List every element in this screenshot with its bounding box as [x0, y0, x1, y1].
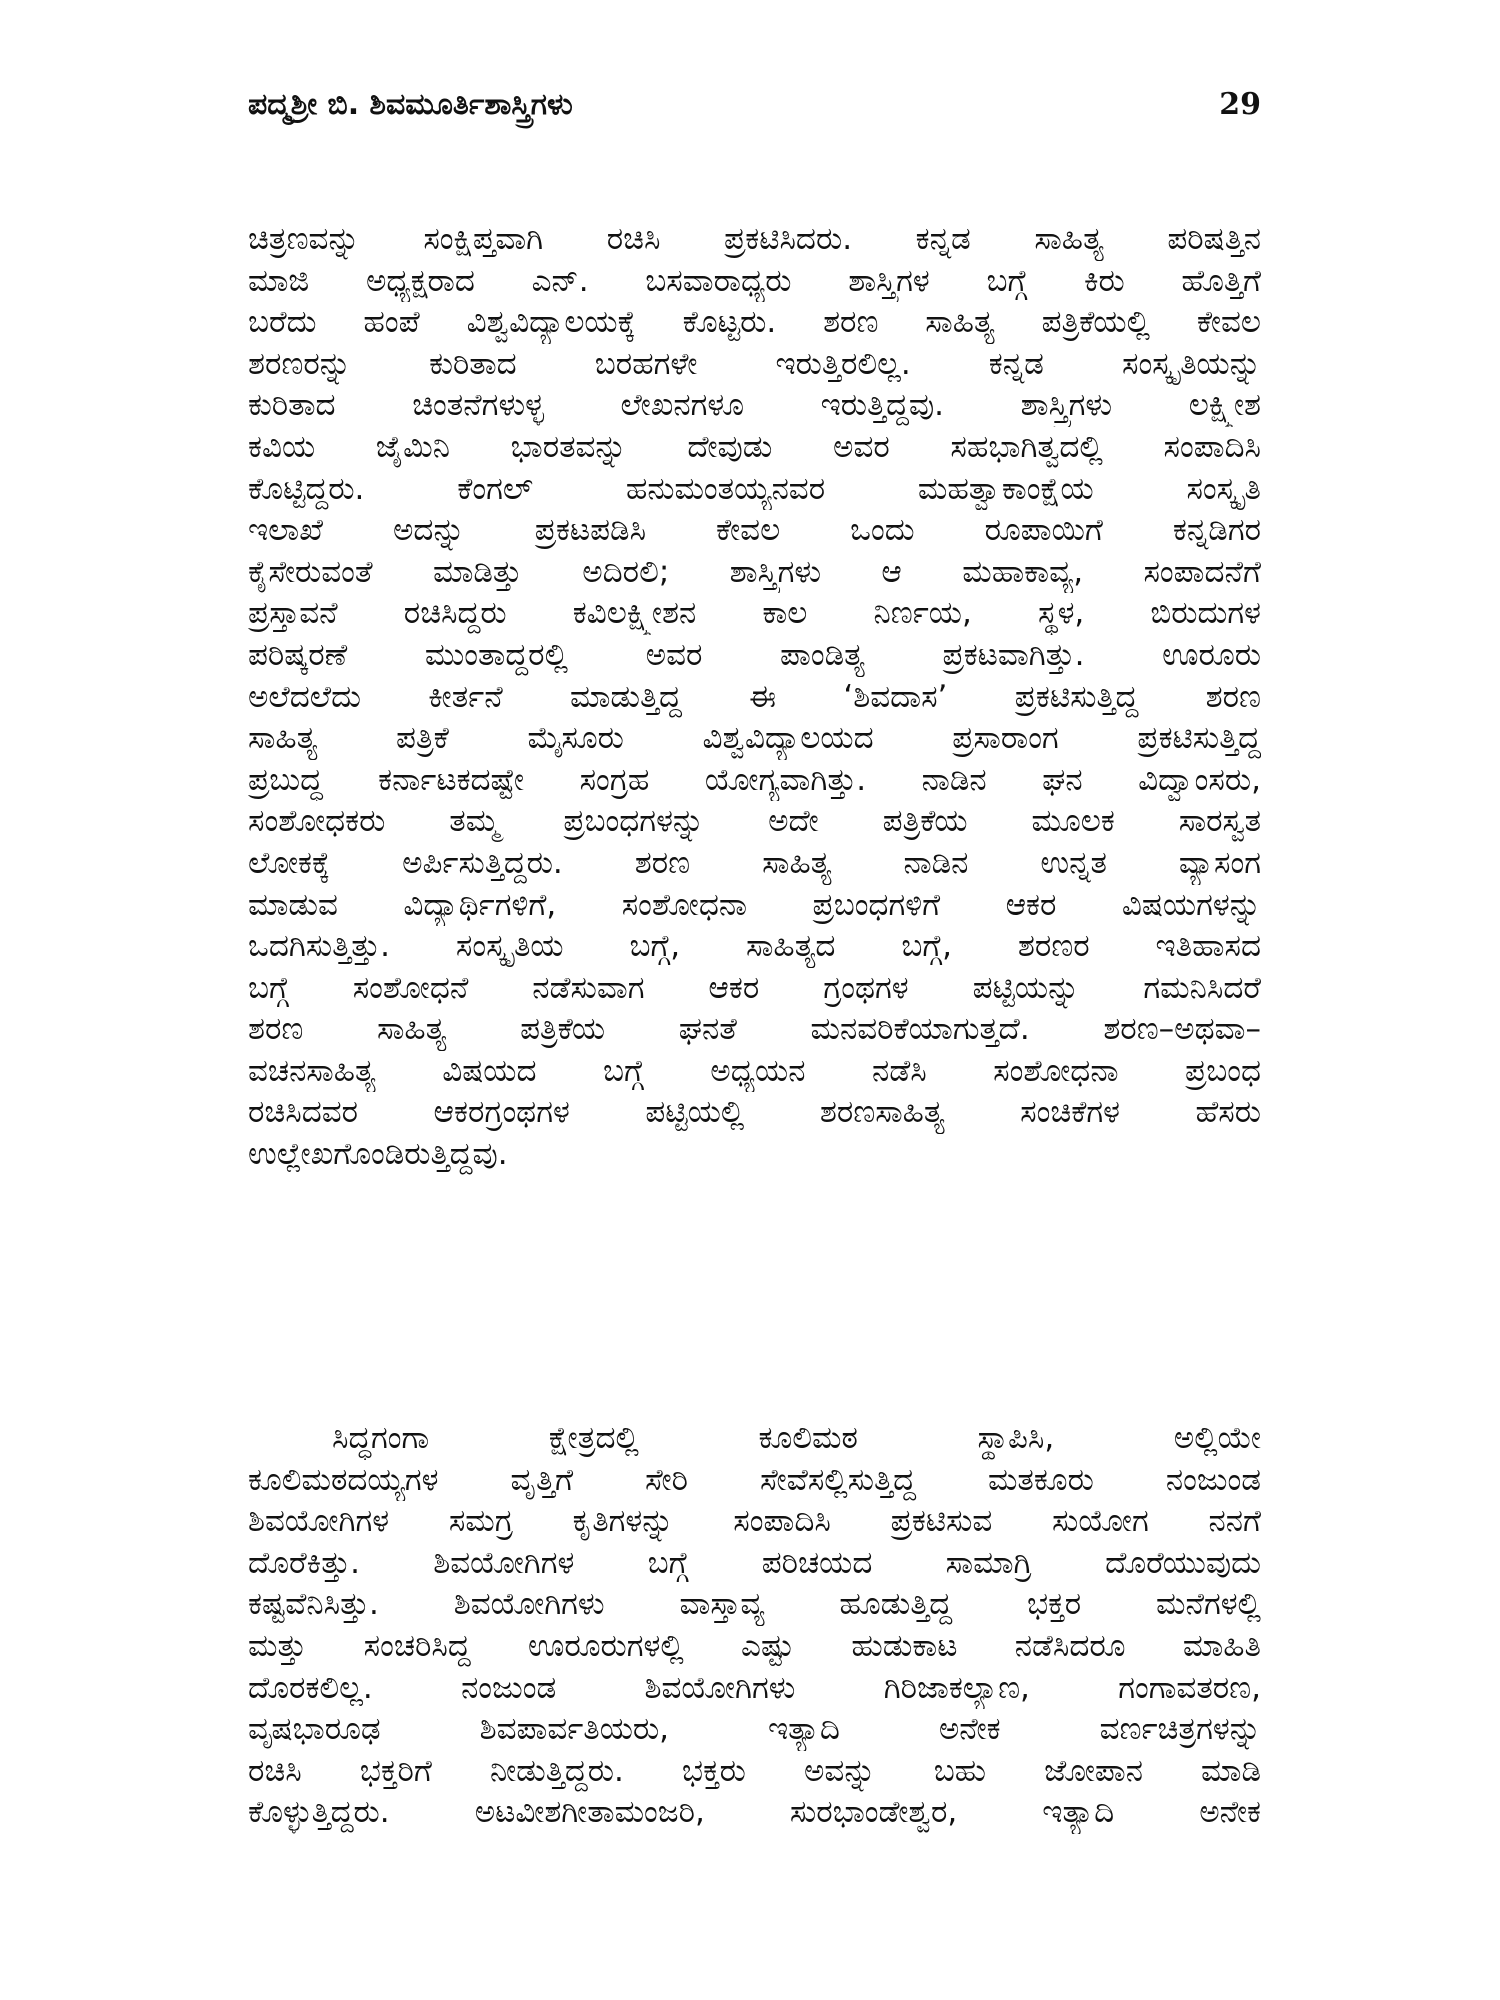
text-line: ಸಂಶೋಧಕರು ತಮ್ಮ ಪ್ರಬಂಧಗಳನ್ನು ಅದೇ ಪತ್ರಿಕೆಯ ಮೂಲಕ ಸಾರಸ್ವತ: [248, 803, 1261, 840]
text-line: ಲೋಕಕ್ಕೆ ಅರ್ಪಿಸುತ್ತಿದ್ದರು. ಶರಣ ಸಾಹಿತ್ಯ ನಾಡಿನ ಉನ್ನತ ವ್ಯಾಸಂಗ: [248, 844, 1261, 881]
text-line: ಕವಿಯ ಜೈಮಿನಿ ಭಾರತವನ್ನು ದೇವುಡು ಅವರ ಸಹಭಾಗಿತ್ವದಲ್ಲಿ ಸಂಪಾದಿಸಿ: [248, 428, 1261, 465]
text-line: ಮತ್ತು ಸಂಚರಿಸಿದ್ದ ಊರೂರುಗಳಲ್ಲಿ ಎಷ್ಟು ಹುಡುಕಾಟ ನಡೆಸಿದರೂ ಮಾಹಿತಿ: [248, 1627, 1261, 1664]
text-line: ಇಲಾಖೆ ಅದನ್ನು ಪ್ರಕಟಪಡಿಸಿ ಕೇವಲ ಒಂದು ರೂಪಾಯಿಗೆ ಕನ್ನಡಿಗರ: [248, 512, 1261, 549]
text-line: ರಚಿಸಿ ಭಕ್ತರಿಗೆ ನೀಡುತ್ತಿದ್ದರು. ಭಕ್ತರು ಅವನ್ನು ಬಹು ಜೋಪಾನ ಮಾಡಿ: [248, 1752, 1261, 1789]
text-line: ವೃಷಭಾರೂಢ ಶಿವಪಾರ್ವತಿಯರು, ಇತ್ಯಾದಿ ಅನೇಕ ವರ್ಣಚಿತ್ರಗಳನ್ನು: [248, 1711, 1261, 1748]
text-line: ಪ್ರಬುದ್ಧ ಕರ್ನಾಟಕದಷ್ಟೇ ಸಂಗ್ರಹ ಯೋಗ್ಯವಾಗಿತ್ತು. ನಾಡಿನ ಘನ ವಿದ್ವಾಂಸರು,: [248, 761, 1261, 798]
text-line: ವಚನಸಾಹಿತ್ಯ ವಿಷಯದ ಬಗ್ಗೆ ಅಧ್ಯಯನ ನಡೆಸಿ ಸಂಶೋಧನಾ ಪ್ರಬಂಧ: [248, 1052, 1261, 1089]
text-line: ಮಾಜಿ ಅಧ್ಯಕ್ಷರಾದ ಎನ್. ಬಸವಾರಾಧ್ಯರು ಶಾಸ್ತ್ರಿಗಳ ಬಗ್ಗೆ ಕಿರು ಹೊತ್ತಿಗೆ: [248, 262, 1261, 299]
paragraph: [248, 219, 1261, 1176]
text-line: ಉಲ್ಲೇಖಗೊಂಡಿರುತ್ತಿದ್ದವು.: [248, 1136, 508, 1173]
text-line: ಅಲೆದಲೆದು ಕೀರ್ತನೆ ಮಾಡುತ್ತಿದ್ದ ಈ ‘ಶಿವದಾಸ’ ಪ್ರಕಟಿಸುತ್ತಿದ್ದ ಶರಣ: [248, 678, 1261, 715]
text-line: ಪರಿಷ್ಕರಣೆ ಮುಂತಾದ್ದರಲ್ಲಿ ಅವರ ಪಾಂಡಿತ್ಯ ಪ್ರಕಟವಾಗಿತ್ತು. ಊರೂರು: [248, 636, 1261, 673]
text-line: ಶಿವಯೋಗಿಗಳ ಸಮಗ್ರ ಕೃತಿಗಳನ್ನು ಸಂಪಾದಿಸಿ ಪ್ರಕಟಿಸುವ ಸುಯೋಗ ನನಗೆ: [248, 1503, 1261, 1540]
text-line: ಒದಗಿಸುತ್ತಿತ್ತು. ಸಂಸ್ಕೃತಿಯ ಬಗ್ಗೆ, ಸಾಹಿತ್ಯದ ಬಗ್ಗೆ, ಶರಣರ ಇತಿಹಾಸದ: [248, 928, 1261, 965]
running-header: [248, 83, 1261, 127]
text-line: ದೊರಕಲಿಲ್ಲ. ನಂಜುಂಡ ಶಿವಯೋಗಿಗಳು ಗಿರಿಜಾಕಲ್ಯಾಣ, ಗಂಗಾವತರಣ,: [248, 1669, 1261, 1706]
text-line: ಶರಣರನ್ನು ಕುರಿತಾದ ಬರಹಗಳೇ ಇರುತ್ತಿರಲಿಲ್ಲ. ಕನ್ನಡ ಸಂಸ್ಕೃತಿಯನ್ನು: [248, 345, 1261, 382]
text-line: ಕೈಸೇರುವಂತೆ ಮಾಡಿತ್ತು ಅದಿರಲಿ; ಶಾಸ್ತ್ರಿಗಳು ಆ ಮಹಾಕಾವ್ಯ, ಸಂಪಾದನೆಗೆ: [248, 553, 1261, 590]
text-line: ಸಾಹಿತ್ಯ ಪತ್ರಿಕೆ ಮೈಸೂರು ವಿಶ್ವವಿದ್ಯಾಲಯದ ಪ್ರಸಾರಾಂಗ ಪ್ರಕಟಿಸುತ್ತಿದ್ದ: [248, 720, 1261, 757]
text-line: ಬಗ್ಗೆ ಸಂಶೋಧನೆ ನಡೆಸುವಾಗ ಆಕರ ಗ್ರಂಥಗಳ ಪಟ್ಟಿಯನ್ನು ಗಮನಿಸಿದರೆ: [248, 969, 1261, 1006]
text-line: ಕಷ್ಟವೆನಿಸಿತ್ತು. ಶಿವಯೋಗಿಗಳು ವಾಸ್ತಾವ್ಯ ಹೂಡುತ್ತಿದ್ದ ಭಕ್ತರ ಮನೆಗಳಲ್ಲಿ: [248, 1586, 1261, 1623]
page-number: 29: [1219, 87, 1261, 122]
text-line: ಕೊಳ್ಳುತ್ತಿದ್ದರು. ಅಟವೀಶಗೀತಾಮಂಜರಿ, ಸುರಭಾಂಡೇಶ್ವರ, ಇತ್ಯಾದಿ ಅನೇಕ: [248, 1794, 1261, 1831]
text-line: ಕೊಟ್ಟಿದ್ದರು. ಕೆಂಗಲ್ ಹನುಮಂತಯ್ಯನವರ ಮಹತ್ವಾಕಾಂಕ್ಷೆಯ ಸಂಸ್ಕೃತಿ: [248, 470, 1261, 507]
text-line: ರಚಿಸಿದವರ ಆಕರಗ್ರಂಥಗಳ ಪಟ್ಟಿಯಲ್ಲಿ ಶರಣಸಾಹಿತ್ಯ ಸಂಚಿಕೆಗಳ ಹೆಸರು: [248, 1094, 1261, 1131]
text-line: ಕೂಲಿಮಠದಯ್ಯಗಳ ವೃತ್ತಿಗೆ ಸೇರಿ ಸೇವೆಸಲ್ಲಿಸುತ್ತಿದ್ದ ಮತಕೂರು ನಂಜುಂಡ: [248, 1461, 1261, 1498]
text-line: ಬರೆದು ಹಂಪೆ ವಿಶ್ವವಿದ್ಯಾಲಯಕ್ಕೆ ಕೊಟ್ಟರು. ಶರಣ ಸಾಹಿತ್ಯ ಪತ್ರಿಕೆಯಲ್ಲಿ ಕೇವಲ: [248, 304, 1261, 341]
text-line: ಕುರಿತಾದ ಚಿಂತನೆಗಳುಳ್ಳ ಲೇಖನಗಳೂ ಇರುತ್ತಿದ್ದವು. ಶಾಸ್ತ್ರಿಗಳು ಲಕ್ಷ್ಮೀಶ: [248, 387, 1261, 424]
text-line: ದೊರೆಕಿತ್ತು. ಶಿವಯೋಗಿಗಳ ಬಗ್ಗೆ ಪರಿಚಯದ ಸಾಮಾಗ್ರಿ ದೊರೆಯುವುದು: [248, 1544, 1261, 1581]
text-line: ಸಿದ್ಧಗಂಗಾ ಕ್ಷೇತ್ರದಲ್ಲಿ ಕೂಲಿಮಠ ಸ್ಥಾಪಿಸಿ, ಅಲ್ಲಿಯೇ: [332, 1420, 1261, 1456]
paragraph: [248, 1418, 1261, 1834]
running-title: ಪದ್ಮಶ್ರೀ ಬಿ. ಶಿವಮೂರ್ತಿಶಾಸ್ತ್ರಿಗಳು: [248, 87, 573, 122]
text-line: ಚಿತ್ರಣವನ್ನು ಸಂಕ್ಷಿಪ್ತವಾಗಿ ರಚಿಸಿ ಪ್ರಕಟಿಸಿದರು. ಕನ್ನಡ ಸಾಹಿತ್ಯ ಪರಿಷತ್ತಿನ: [248, 221, 1261, 257]
text-line: ಮಾಡುವ ವಿದ್ಯಾರ್ಥಿಗಳಿಗೆ, ಸಂಶೋಧನಾ ಪ್ರಬಂಧಗಳಿಗೆ ಆಕರ ವಿಷಯಗಳನ್ನು: [248, 886, 1261, 923]
text-line: ಶರಣ ಸಾಹಿತ್ಯ ಪತ್ರಿಕೆಯ ಘನತೆ ಮನವರಿಕೆಯಾಗುತ್ತದೆ. ಶರಣ–ಅಥವಾ–: [248, 1011, 1261, 1048]
text-line: ಪ್ರಸ್ತಾವನೆ ರಚಿಸಿದ್ದರು ಕವಿಲಕ್ಷ್ಮೀಶನ ಕಾಲ ನಿರ್ಣಯ, ಸ್ಥಳ, ಬಿರುದುಗಳ: [248, 595, 1261, 632]
